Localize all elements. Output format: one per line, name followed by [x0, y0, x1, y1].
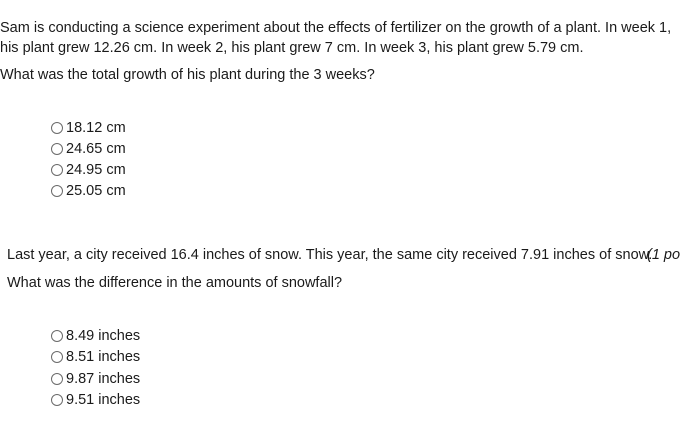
option-label: 24.65 cm: [66, 141, 126, 157]
question-1-stem-line-2: his plant grew 12.26 cm. In week 2, his plant grew 7 cm. In week 3, his plant grew 5.79 cm.: [0, 40, 584, 56]
radio-button[interactable]: [51, 185, 63, 197]
question-2-option-a[interactable]: [51, 326, 140, 346]
option-label: 9.87 inches: [66, 371, 141, 387]
question-2-stem-text: Last year, a city received 16.4 inches of snow. This year, the same city received 7.91 inches of snow.: [7, 247, 653, 263]
option-label: 24.95 cm: [66, 162, 126, 178]
question-1-option-c[interactable]: [51, 160, 126, 180]
radio-button[interactable]: [51, 122, 63, 134]
question-2-option-c[interactable]: [51, 369, 140, 389]
option-label: 9.51 inches: [66, 392, 141, 408]
radio-button[interactable]: [51, 394, 63, 406]
question-1-option-b[interactable]: [51, 139, 126, 159]
radio-button[interactable]: [51, 330, 63, 342]
question-1-option-d[interactable]: [51, 181, 126, 201]
option-label: 8.51 inches: [66, 349, 141, 365]
question-2-option-d[interactable]: [51, 390, 140, 410]
question-1-prompt: What was the total growth of his plant during the 3 weeks?: [0, 67, 375, 83]
radio-button[interactable]: [51, 164, 63, 176]
radio-button[interactable]: [51, 351, 63, 363]
option-label: 18.12 cm: [66, 120, 126, 136]
question-1-option-a[interactable]: [51, 118, 126, 138]
option-label: 8.49 inches: [66, 328, 141, 344]
question-1-stem-line-1: Sam is conducting a science experiment about the effects of fertilizer on the growth of a plant. In week 1,: [0, 20, 672, 36]
question-2-prompt: What was the difference in the amounts of snowfall?: [7, 275, 343, 291]
points-label: (1 po: [647, 247, 680, 263]
radio-button[interactable]: [51, 373, 63, 385]
question-2-stem: [7, 245, 680, 265]
option-label: 25.05 cm: [66, 183, 126, 199]
radio-button[interactable]: [51, 143, 63, 155]
question-2-option-b[interactable]: [51, 347, 140, 367]
